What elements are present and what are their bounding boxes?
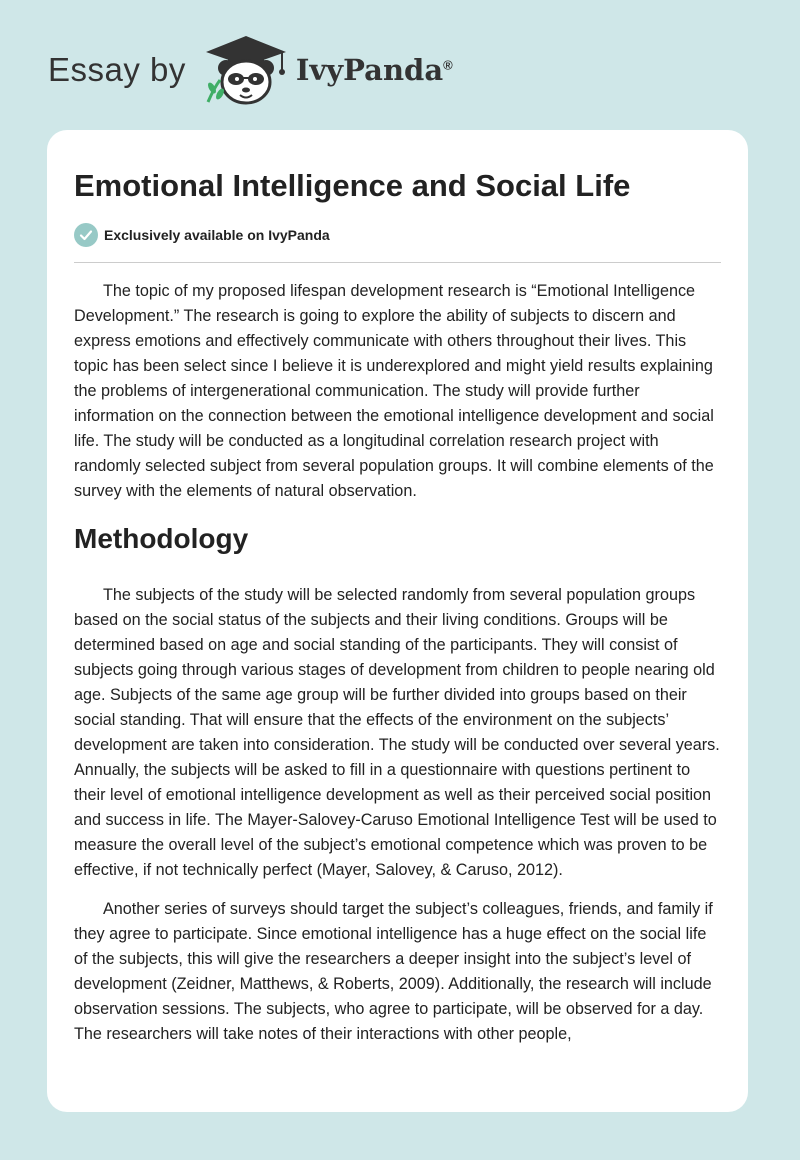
registered-mark: ®	[443, 57, 453, 73]
essay-by-label: Essay by	[48, 51, 186, 88]
methodology-paragraph-1: The subjects of the study will be selected randomly from several population groups based on the social status of the subjects and their living conditions. Groups will be determined based on age and social standing of the participants. They will consist of subjects going through various stages of development from children to people nearing old age. Subjects of the same age group will be further divided into groups based on their social standing. That will ensure that the effects of the environment on the subjects’ development are taken into consideration. The study will be conducted over several years. Annually, the subjects will be asked to fill in a questionnaire with questions pertinent to their level of emotional intelligence development as well as their perceived social position and success in life. The Mayer-Salovey-Caruso Emotional Intelligence Test will be used to measure the overall level of the subject’s emotional competence which was proven to be effective, if not technically perfect (Mayer, Salovey, & Caruso, 2012).	[74, 586, 720, 879]
site-header	[48, 30, 548, 110]
essay-card	[47, 130, 748, 1112]
intro-paragraph: The topic of my proposed lifespan development research is “Emotional Intelligence Development.” The research is going to explore the ability of subjects to discern and express emotions and effectively communicate with others throughout their lives. This topic has been select since I believe it is underexplored and might yield results explaining the problems of intergenerational communication. The study will provide further information on the connection between the emotional intelligence development and social life. The study will be conducted as a longitudinal correlation research project with randomly selected subject from several population groups. It will combine elements of the survey with the elements of natural observation.	[74, 282, 714, 500]
check-circle-icon	[74, 223, 98, 247]
divider	[74, 262, 721, 263]
exclusive-badge	[74, 223, 721, 247]
exclusive-badge-label: Exclusively available on IvyPanda	[104, 227, 330, 243]
essay-title: Emotional Intelligence and Social Life	[74, 168, 631, 203]
section-heading-methodology: Methodology	[74, 523, 249, 554]
methodology-paragraph-2: Another series of surveys should target the subject’s colleagues, friends, and family if they agree to participate. Since emotional intelligence has a huge effect on the social life of the subjects, this will give the researchers a deeper insight into the subject’s level of development (Zeidner, Matthews, & Roberts, 2009). Additionally, the research will include observation sessions. The subjects, who agree to participate, will be observed for a day. The researchers will take notes of their interactions with other people,	[74, 900, 713, 1043]
panda-graduate-icon[interactable]	[200, 32, 292, 108]
brand-name[interactable]: IvyPanda®	[295, 53, 453, 87]
